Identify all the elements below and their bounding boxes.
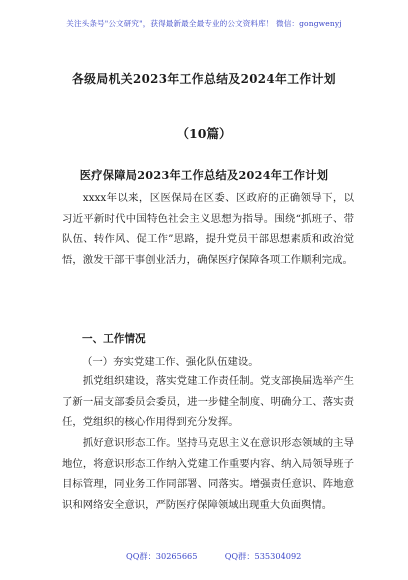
- document-count: （10篇）: [176, 126, 232, 141]
- intro-paragraph: xxxx年以来，区医保局在区委、区政府的正确领导下，以习近平新时代中国特色社会主义思想为指导。围绕“抓班子、带队伍、转作风、促工作”思路，提升党员干部思想素质和政治觉悟，激发干部干事创业活力，确保医疗保障各项工作顺利完成。: [62, 192, 354, 266]
- footer-qq-group-2: QQ群：535304092: [224, 551, 302, 561]
- section-heading: 一、工作情况: [82, 333, 146, 345]
- document-subtitle: 医疗保障局2023年工作总结及2024年工作计划: [79, 168, 329, 182]
- footer-qq-group-1: QQ群：30265665: [126, 551, 198, 561]
- document-title: 各级局机关2023年工作总结及2024年工作计划: [71, 72, 337, 86]
- subsection-heading: （一）夯实党建工作、强化队伍建设。: [82, 356, 259, 368]
- body-paragraph: 抓党组织建设，落实党建工作责任制。党支部换届选举产生了新一届支部委员会委员，进一步健全制度、明确分工、落实责任，党组织的核心作用得到充分发挥。: [62, 375, 354, 429]
- footer-contacts: [126, 551, 306, 562]
- header-banner: 关注头条号"公文研究"，获得最新最全最专业的公文资料库！ 微信：gongwenyj: [66, 19, 342, 28]
- body-paragraph: 抓好意识形态工作。坚持马克思主义在意识形态领域的主导地位，将意识形态工作纳入党建工作重要内容、纳入局领导班子目标管理，同业务工作同部署、同落实。增强责任意识、阵地意识和网络安全意识，严防医疗保障领域出现重大负面舆情。: [62, 437, 354, 511]
